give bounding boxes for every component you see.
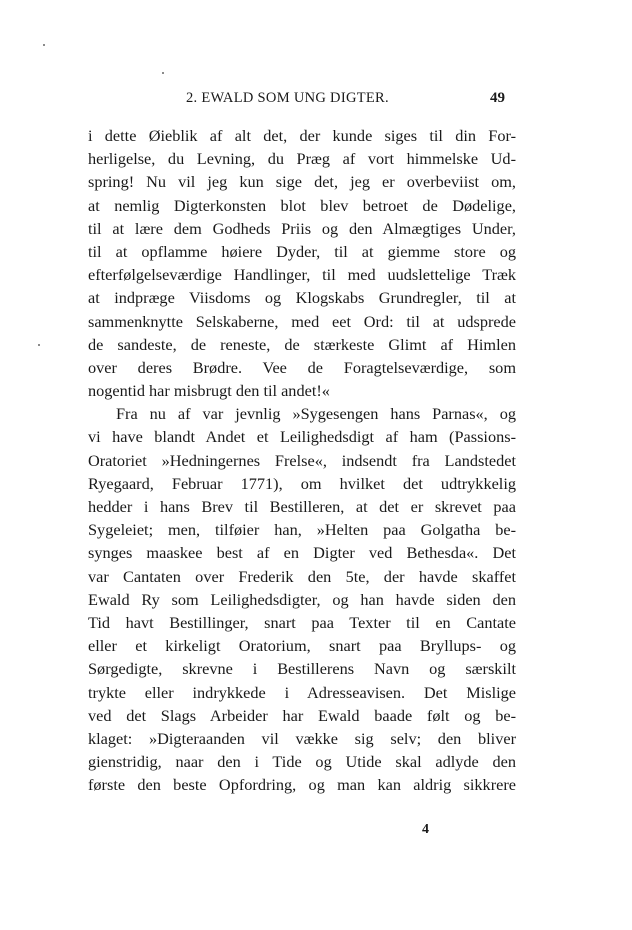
- text-line: Ryegaard, Februar 1771), om hvilket det udtrykkelig: [88, 473, 516, 493]
- text-line: Tid havt Bestillinger, snart paa Texter til en Cantate: [88, 612, 516, 632]
- text-line: efterfølgelseværdige Handlinger, til med uudslettelige Træk: [88, 265, 516, 285]
- text-line: herligelse, du Levning, du Præg af vort himmelske Ud-: [88, 149, 516, 169]
- text-line: sammenknytte Selskaberne, med eet Ord: til at udsprede: [88, 311, 516, 331]
- text-line: at nemlig Digterkonsten blot blev betroet de Dødelige,: [88, 195, 516, 215]
- text-line: klaget: »Digteraanden vil vække sig selv; den bliver: [88, 728, 516, 748]
- text-line: at indpræge Viisdoms og Klogskabs Grundregler, til at: [88, 288, 516, 308]
- text-line: trykte eller indrykkede i Adresseavisen. Det Mislige: [88, 682, 516, 702]
- text-line: Fra nu af var jevnlig »Sygesengen hans Parnas«, og: [116, 404, 516, 424]
- text-line: var Cantaten over Frederik den 5te, der havde skaffet: [88, 566, 516, 586]
- body-text: [88, 124, 516, 796]
- text-line: Ewald Ry som Leilighedsdigter, og han havde siden den: [88, 589, 516, 609]
- text-line: ved det Slags Arbeider har Ewald baade følt og be-: [88, 705, 516, 725]
- text-line: vi have blandt Andet et Leilighedsdigt af ham (Passions-: [88, 427, 516, 447]
- text-line: i dette Øieblik af alt det, der kunde siges til din For-: [88, 126, 516, 145]
- text-line: de sandeste, de reneste, de stærkeste Glimt af Himlen: [88, 334, 516, 354]
- text-line: synges maaskee best af en Digter ved Bethesda«. Det: [88, 543, 516, 563]
- text-line: nogentid har misbrugt den til andet!«: [88, 381, 330, 401]
- text-line: Oratoriet »Hedningernes Frelse«, indsendt fra Landstedet: [88, 450, 516, 470]
- text-line: til at opflamme høiere Dyder, til at giemme store og: [88, 241, 516, 261]
- paper-speck: [43, 44, 45, 46]
- paper-speck: [38, 344, 40, 346]
- paper-speck: [162, 72, 164, 74]
- page-number: 49: [490, 90, 505, 106]
- text-line: Sygeleiet; men, tilføier han, »Helten paa Golgatha be-: [88, 520, 516, 540]
- signature-mark: 4: [422, 822, 429, 837]
- text-line: eller et kirkeligt Oratorium, snart paa Bryllups- og: [88, 636, 516, 656]
- text-line: gienstridig, naar den i Tide og Utide skal adlyde den: [88, 752, 516, 772]
- text-line: Sørgedigte, skrevne i Bestillerens Navn og særskilt: [88, 659, 516, 679]
- text-line: over deres Brødre. Vee de Foragtelseværdige, som: [88, 357, 516, 377]
- text-line: spring! Nu vil jeg kun sige det, jeg er overbeviist om,: [88, 172, 516, 192]
- text-line: hedder i hans Brev til Bestilleren, at det er skrevet paa: [88, 497, 516, 516]
- text-line: første den beste Opfordring, og man kan aldrig sikkrere: [88, 775, 516, 795]
- text-line: til at lære dem Godheds Priis og den Almægtiges Under,: [88, 218, 516, 238]
- running-title: 2. EWALD SOM UNG DIGTER.: [186, 90, 389, 106]
